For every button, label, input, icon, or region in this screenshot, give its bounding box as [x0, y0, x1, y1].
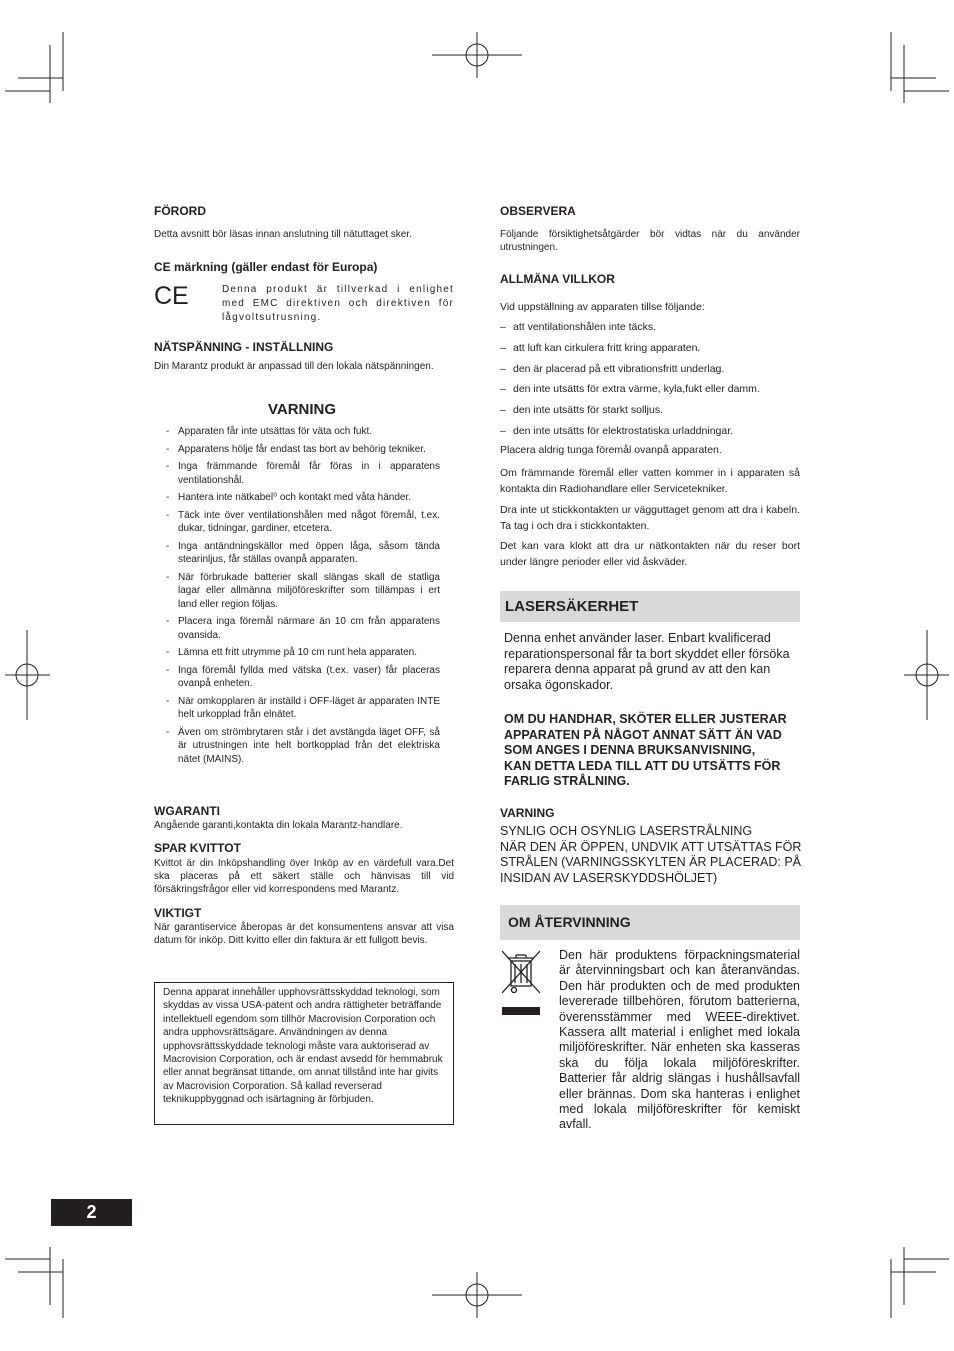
observera-text: Följande försiktighetsåtgärder bör vidtas när du använder utrustningen. [500, 229, 800, 253]
list-item: - Täck inte över ventilationshålen med något föremål, t.ex. dukar, tidningar, gardiner, etcetera. [166, 509, 440, 536]
varning-line: SYNLIG OCH OSYNLIG LASERSTRÅLNING [500, 824, 753, 838]
spar-text: Kvittot är din Inköpshandling över Inköp av en värdefull vara.Det ska placeras på ett säkert ställe och hänvisas till vid försäkringsfrågor eller vid korrespondens med Marantz. [154, 858, 454, 895]
page-number: 2 [51, 1199, 132, 1226]
viktigt-heading: VIKTIGT [154, 906, 202, 920]
laser-text: Denna enhet använder laser. Enbart kvalificerad reparationspersonal får ta bort skyddet eller försöka reparera denna apparat på grund av att den kan orsaka ögonskador. [504, 631, 790, 692]
varning-heading: VARNING [268, 401, 337, 418]
list-item: - Hantera inte nätkabel⁰ och kontakt med våta händer. [166, 491, 440, 505]
natspanning-heading: NÄTSPÄNNING - INSTÄLLNING [154, 340, 334, 354]
list-item: – den inte utsätts för elektrostatiska urladdningar. [500, 425, 800, 438]
list-item: - Placera inga föremål närmare än 10 cm från apparatens ovansida. [166, 615, 440, 642]
laser-warning-bold [504, 712, 787, 790]
allmana-p4: Det kan vara klokt att dra ur nätkontakten när du reser bort under längre perioder eller vid åskväder. [500, 540, 800, 568]
laser-varning-text [500, 824, 801, 886]
list-item: - Apparaten får inte utsättas för väta och fukt. [166, 425, 440, 439]
allmana-list [500, 321, 800, 446]
warning-line: SOM ANGES I DENNA BRUKSANVISNING, [504, 743, 756, 757]
list-item: - Inga föremål fyllda med vätska (t.ex. vaser) får placeras ovanpå enheten. [166, 664, 440, 691]
recycling-section-header [500, 905, 800, 940]
laser-section-header [500, 591, 800, 622]
list-item: - Inga antändningskällor med öppen låga, såsom tända stearinljus, får ställas ovanpå apparaten. [166, 540, 440, 567]
varning-line: INSIDAN AV LASERSKYDDSHÖLJET) [500, 870, 718, 885]
varning-line: STRÅLEN (VARNINGSSKYLTEN ÄR PLACERAD: PÅ [500, 855, 802, 869]
warning-line: FARLIG STRÅLNING. [504, 774, 630, 788]
list-item: – att luft kan cirkulera fritt kring apparaten. [500, 342, 800, 355]
allmana-heading: ALLMÄNA VILLKOR [500, 272, 615, 286]
copyright-box [154, 982, 454, 1125]
wgaranti-text: Angående garanti,kontakta din lokala Marantz-handlare. [154, 820, 403, 831]
recycling-title: OM ÅTERVINNING [508, 914, 631, 930]
natspanning-text: Din Marantz produkt är anpassad till den lokala nätspänningen. [154, 361, 434, 372]
list-item: – den inte utsätts för extra värme, kyla,fukt eller damm. [500, 383, 800, 396]
allmana-intro: Vid uppställning av apparaten tillse följande: [500, 301, 705, 313]
varning-line: NÄR DEN ÄR ÖPPEN, UNDVIK ATT UTSÄTTAS FÖR [500, 839, 802, 854]
list-item: – att ventilationshålen inte täcks. [500, 321, 800, 334]
list-item: - Inga främmande föremål får föras in i apparatens ventilationshål. [166, 460, 440, 487]
forord-text: Detta avsnitt bör läsas innan anslutning till nätuttaget sker. [154, 229, 412, 240]
laser-varning-heading: VARNING [500, 806, 555, 820]
viktigt-text: När garantiservice åberopas är det konsumentens ansvar att visa datum för inköp. Ditt kvitto eller din faktura är ett fullgott bevis. [154, 922, 454, 946]
warning-line: KAN DETTA LEDA TILL ATT DU UTSÄTTS FÖR [504, 758, 781, 773]
forord-heading: FÖRORD [154, 204, 206, 218]
list-item: - När omkopplaren är inställd i OFF-läget är apparaten INTE helt urkopplad från elnätet. [166, 695, 440, 722]
ce-heading: CE märkning (gäller endast för Europa) [154, 260, 378, 274]
ce-logo: CE [154, 282, 189, 310]
ce-text: Denna produkt är tillverkad i enlighet med EMC direktiven och direktiven för lågvoltsutrusning. [222, 284, 454, 323]
wgaranti-heading: WGARANTI [154, 804, 220, 818]
allmana-p2: Om främmande föremål eller vatten kommer in i apparaten så kontakta din Radiohandlare eller Servicetekniker. [500, 467, 800, 495]
varning-list [166, 425, 440, 770]
laser-title: LASERSÄKERHET [505, 598, 639, 615]
recycling-text: Den här produktens förpackningsmaterial är återvinningsbart och kan återanvändas. Den här produkten och de med produkten levererade tillbehören, förutom batterierna, överensstämmer med WEEE-direktivet. Kassera allt material i enlighet med lokala miljöföreskrifter. När enheten ska kasseras ska du följa lokala miljöföreskrifter. Batterier får aldrig slängas i hushållsavfall eller brännas. Dom ska hanteras i enlighet med lokala miljöföreskrifter för kemiskt avfall. [559, 948, 800, 1132]
allmana-p3: Dra inte ut stickkontakten ur vägguttaget genom att dra i kabeln. Ta tag i och dra i stickkontakten. [500, 504, 800, 532]
copyright-text: Denna apparat innehåller upphovsrättsskyddad teknologi, som skyddas av vissa USA-patent och andra rättigheter beträffande intellektuell egendom som tillhör Macrovision Corporation och andra upphovsrättsägare. Användningen av denna upphovsrättsskyddade teknologi måste vara auktoriserad av Macrovision Corporation, och är endast avsedd för hemmabruk eller annat begränsat tittande, om annat tillstånd inte har givits av Macrovision Corporation. Så kallad reverserad teknikuppbyggnad och isärtagning är förbjuden. [163, 987, 443, 1106]
list-item: - När förbrukade batterier skall slängas skall de statliga lagar eller allmänna miljöföreskrifter som tillämpas i ert land eller region följas. [166, 571, 440, 612]
list-item: – den är placerad på ett vibrationsfritt underlag. [500, 363, 800, 376]
warning-line: OM DU HANDHAR, SKÖTER ELLER JUSTERAR [504, 712, 787, 726]
allmana-p1: Placera aldrig tunga föremål ovanpå apparaten. [500, 444, 722, 456]
observera-heading: OBSERVERA [500, 204, 576, 218]
list-item: - Lämna ett fritt utrymme på 10 cm runt hela apparaten. [166, 646, 440, 660]
list-item: - Apparatens hölje får endast tas bort av behörig tekniker. [166, 443, 440, 457]
list-item: - Även om strömbrytaren står i det avstängda läget OFF, så är utrustningen inte helt bortkopplad från det elektriska nätet (MAINS). [166, 726, 440, 767]
spar-heading: SPAR KVITTOT [154, 841, 241, 855]
list-item: – den inte utsätts för starkt solljus. [500, 404, 800, 417]
crossed-out-wheelie-bin-icon [500, 948, 542, 1018]
warning-line: APPARATEN PÅ NÅGOT ANNAT SÄTT ÄN VAD [504, 727, 782, 742]
